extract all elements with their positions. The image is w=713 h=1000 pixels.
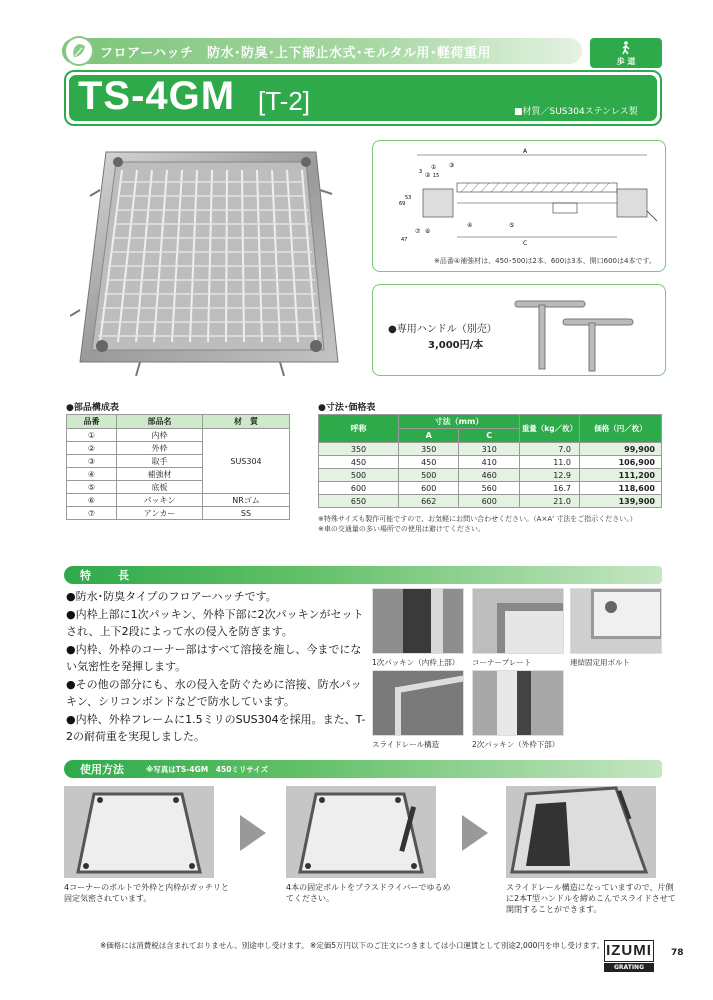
price-note-2: ※車の交通量の多い場所での使用は避けてください。 — [318, 525, 485, 533]
col-name: 部品名 — [117, 415, 203, 429]
table-row: ⑥ パッキン NRゴム — [67, 494, 290, 507]
price-note-1: ※特殊サイズも製作可能ですので、お気軽にお問い合わせください。（A×A' 寸法をご指示ください。） — [318, 515, 637, 523]
page-number: 78 — [671, 948, 684, 958]
price-table: 呼称 寸法（mm） 重量（kg／枚） 価格（円／枚） A C 350 350 310 7.0 99,900 450 450 410 11.0 106,900 500 500 460 12.9 111,200 600 600 560 16.7 118,600 650 662 600 21.0 139,900 — [318, 414, 662, 508]
footnote-shipping: ※定価5万円以下のご注文につきましては小口運賃として別途2,000円を申し受けます。 — [310, 941, 605, 950]
features-bar — [64, 566, 662, 584]
svg-text:53: 53 — [405, 195, 412, 201]
list-item: ●防水･防臭タイプのフロアーハッチです。 — [66, 590, 277, 603]
arrow-icon — [462, 815, 488, 851]
parts-table-title: ●部品構成表 — [66, 403, 119, 413]
table-row: 450 450 410 11.0 106,900 — [319, 456, 662, 469]
usage-title: 使用方法 — [80, 763, 124, 776]
table-row: 650 662 600 21.0 139,900 — [319, 495, 662, 508]
col-material: 材 質 — [203, 415, 290, 429]
svg-text:47: 47 — [401, 237, 408, 243]
svg-text:③: ③ — [449, 162, 455, 169]
category-text: フロアーハッチ 防水･防臭･上下部止水式･モルタル用･軽荷重用 — [100, 46, 491, 61]
price-table-title: ●寸法･価格表 — [318, 403, 376, 413]
step-caption-3: スライドレール構造になっていますので、片側に2本T型ハンドルを締めこんでスライドさせて開閉することができます。 — [506, 883, 676, 914]
list-item: ●内枠上部に1次パッキン、外枠下部に2次パッキンがセットされ、上下2段によって水の侵入を防ぎます。 — [66, 607, 364, 638]
caption: コーナープレート — [472, 658, 532, 667]
usage-photo-3 — [506, 786, 656, 878]
svg-text:3: 3 — [419, 169, 423, 175]
material-label: ■材質／SUS304ステンレス製 — [514, 107, 638, 117]
table-row: ④ 補強材 — [67, 468, 290, 481]
caption: 2次パッキン（外枠下部） — [472, 740, 560, 749]
table-row: ⑦ アンカー SS — [67, 507, 290, 520]
photo-bolt — [570, 588, 662, 654]
leaf-icon — [64, 36, 94, 66]
type-label: [T-2] — [258, 86, 311, 116]
caption: スライドレール構造 — [372, 740, 440, 749]
svg-text:69: 69 — [399, 201, 406, 207]
section-diagram — [372, 140, 666, 272]
diagram-note: ※品番④補強材は、450･500は2本、600は3本、開口600は4本です。 — [434, 257, 656, 265]
table-row: ② 外枠 — [67, 442, 290, 455]
merged-material: SUS304 — [203, 429, 290, 494]
list-item: ●内枠、外枠のコーナー部はすべて溶接を施し、今までにない気密性を発揮します。 — [66, 642, 362, 673]
dim-a: A — [523, 148, 528, 155]
usage-photo-2 — [286, 786, 436, 878]
svg-text:④: ④ — [467, 222, 473, 229]
svg-text:⑦: ⑦ — [415, 228, 421, 235]
handle-label: ●専用ハンドル（別売） — [388, 324, 497, 335]
badge-label: 歩 道 — [616, 57, 636, 66]
photo-secondary-packing — [472, 670, 564, 736]
caption: 連結固定用ボルト — [570, 658, 630, 667]
photo-corner-plate — [472, 588, 564, 654]
pedestrian-icon — [620, 41, 632, 55]
table-row: ① 内枠 SUS304 — [67, 429, 290, 442]
col-no: 品番 — [67, 415, 117, 429]
arrow-icon — [240, 815, 266, 851]
svg-text:①: ① — [431, 164, 437, 171]
step-caption-1: 4コーナーのボルトで外枠と内枠がガッチリと固定気密されています。 — [64, 883, 229, 903]
izumi-logo: IZUMI GRATING — [604, 940, 654, 972]
list-item: ●その他の部分にも、水の侵入を防ぐために溶接、防水パッキン、シリコンボンドなどで防水しています。 — [66, 677, 362, 708]
table-row: 600 600 560 16.7 118,600 — [319, 482, 662, 495]
features-title: 特 長 — [80, 569, 137, 582]
table-row: 350 350 310 7.0 99,900 — [319, 443, 662, 456]
table-row: 500 500 460 12.9 111,200 — [319, 469, 662, 482]
product-photo — [70, 140, 360, 380]
table-row: ⑤ 底板 — [67, 481, 290, 494]
handle-price: 3,000円/本 — [428, 340, 484, 351]
svg-text:⑤: ⑤ — [509, 222, 515, 229]
sidewalk-badge — [590, 38, 662, 68]
table-row: ③ 取手 — [67, 455, 290, 468]
step-caption-2: 4本の固定ボルトをプラスドライバーでゆるめてください。 — [286, 883, 451, 903]
features-list — [66, 588, 366, 746]
photo-primary-packing — [372, 588, 464, 654]
svg-text:⑥: ⑥ — [425, 228, 431, 235]
usage-subtitle: ※写真はTS-4GM 450ミリサイズ — [146, 765, 269, 774]
parts-table — [66, 414, 290, 520]
photo-slide-rail — [372, 670, 464, 736]
svg-text:②: ② — [425, 172, 431, 179]
usage-photo-1 — [64, 786, 214, 878]
dim-c: C — [523, 240, 528, 247]
svg-text:15: 15 — [433, 173, 440, 179]
footnote-tax: ※価格には消費税は含まれておりません。別途申し受けます。 — [100, 941, 309, 950]
list-item: ●内枠、外枠フレームに1.5ミリのSUS304を採用。また、T-2の耐荷重を実現しました。 — [66, 712, 366, 743]
model-name: TS-4GM — [78, 74, 236, 118]
caption: 1次パッキン（内枠上部） — [372, 658, 460, 667]
